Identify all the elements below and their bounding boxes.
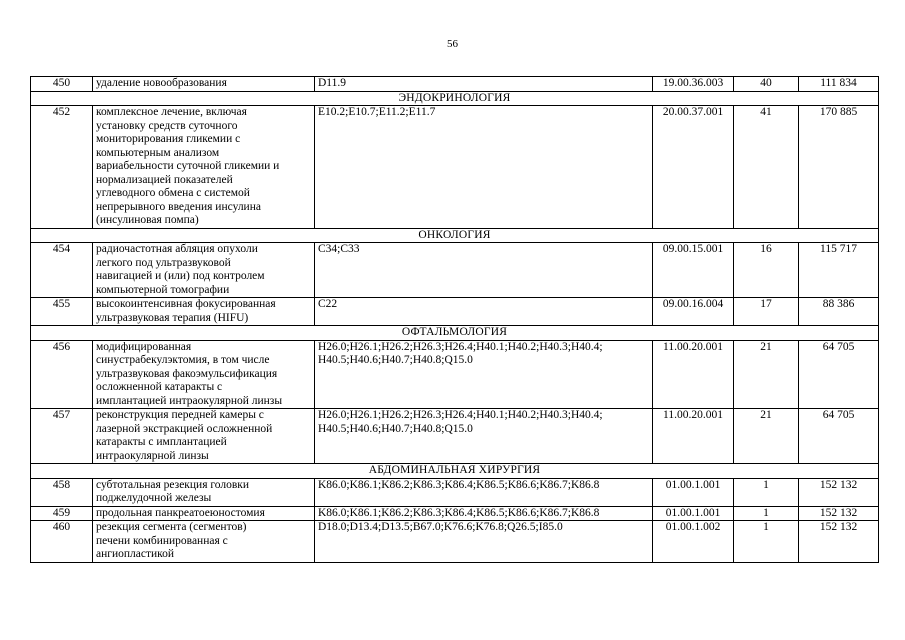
- group-number-cell: 1: [734, 521, 799, 563]
- procedure-name-cell: удаление новообразования: [93, 77, 315, 92]
- procedure-name-cell: высокоинтенсивная фокусированная ультразвуковая терапия (HIFU): [93, 298, 315, 326]
- group-number-cell: 1: [734, 506, 799, 521]
- row-number-cell: 457: [31, 409, 93, 464]
- diagnosis-codes-cell: C22: [315, 298, 653, 326]
- procedure-name-cell: радиочастотная абляция опухоли легкого под ультразвуковой навигацией и (или) под контролем компьютерной томографии: [93, 243, 315, 298]
- row-number-cell: 452: [31, 106, 93, 229]
- method-code-cell: 19.00.36.003: [653, 77, 734, 92]
- table-body: [31, 77, 879, 563]
- cost-cell: 152 132: [799, 478, 879, 506]
- diagnosis-codes-cell: D18.0;D13.4;D13.5;B67.0;K76.6;K76.8;Q26.5;I85.0: [315, 521, 653, 563]
- section-heading-row: [31, 326, 879, 341]
- cost-cell: 64 705: [799, 340, 879, 409]
- procedure-name-cell: субтотальная резекция головки поджелудочной железы: [93, 478, 315, 506]
- table-row: [31, 77, 879, 92]
- section-heading-row: [31, 464, 879, 479]
- method-code-cell: 11.00.20.001: [653, 340, 734, 409]
- row-number-cell: 454: [31, 243, 93, 298]
- section-heading-row: [31, 228, 879, 243]
- procedure-name-cell: реконструкция передней камеры с лазерной экстракцией осложненной катаракты с имплантацией интраокулярной линзы: [93, 409, 315, 464]
- cost-cell: 152 132: [799, 506, 879, 521]
- row-number-cell: 450: [31, 77, 93, 92]
- cost-cell: 88 386: [799, 298, 879, 326]
- table-row: [31, 106, 879, 229]
- table-row: [31, 340, 879, 409]
- procedure-name-cell: продольная панкреатоеюностомия: [93, 506, 315, 521]
- procedure-name-cell: комплексное лечение, включая установку средств суточного мониторирования гликемии с компьютерным анализом вариабельности суточной гликемии и нормализацией показателей углеводного обмена с системой непрерывного введения инсулина (инсулиновая помпа): [93, 106, 315, 229]
- page-number: 56: [447, 38, 458, 50]
- table-row: [31, 506, 879, 521]
- diagnosis-codes-cell: C34;C33: [315, 243, 653, 298]
- row-number-cell: 459: [31, 506, 93, 521]
- group-number-cell: 16: [734, 243, 799, 298]
- method-code-cell: 09.00.16.004: [653, 298, 734, 326]
- table-row: [31, 478, 879, 506]
- cost-cell: 115 717: [799, 243, 879, 298]
- group-number-cell: 21: [734, 340, 799, 409]
- row-number-cell: 458: [31, 478, 93, 506]
- group-number-cell: 21: [734, 409, 799, 464]
- row-number-cell: 456: [31, 340, 93, 409]
- table-row: [31, 243, 879, 298]
- diagnosis-codes-cell: H26.0;H26.1;H26.2;H26.3;H26.4;H40.1;H40.2;H40.3;H40.4; H40.5;H40.6;H40.7;H40.8;Q15.0: [315, 409, 653, 464]
- method-code-cell: 01.00.1.002: [653, 521, 734, 563]
- method-code-cell: 01.00.1.001: [653, 506, 734, 521]
- cost-cell: 64 705: [799, 409, 879, 464]
- group-number-cell: 41: [734, 106, 799, 229]
- method-code-cell: 11.00.20.001: [653, 409, 734, 464]
- method-code-cell: 09.00.15.001: [653, 243, 734, 298]
- cost-cell: 111 834: [799, 77, 879, 92]
- method-code-cell: 20.00.37.001: [653, 106, 734, 229]
- group-number-cell: 17: [734, 298, 799, 326]
- table-row: [31, 298, 879, 326]
- table-row: [31, 409, 879, 464]
- row-number-cell: 455: [31, 298, 93, 326]
- section-heading: ОНКОЛОГИЯ: [31, 228, 879, 243]
- section-heading: АБДОМИНАЛЬНАЯ ХИРУРГИЯ: [31, 464, 879, 479]
- section-heading: ОФТАЛЬМОЛОГИЯ: [31, 326, 879, 341]
- diagnosis-codes-cell: K86.0;K86.1;K86.2;K86.3;K86.4;K86.5;K86.6;K86.7;K86.8: [315, 506, 653, 521]
- diagnosis-codes-cell: D11.9: [315, 77, 653, 92]
- section-heading: ЭНДОКРИНОЛОГИЯ: [31, 91, 879, 106]
- section-heading-row: [31, 91, 879, 106]
- diagnosis-codes-cell: E10.2;E10.7;E11.2;E11.7: [315, 106, 653, 229]
- group-number-cell: 1: [734, 478, 799, 506]
- diagnosis-codes-cell: H26.0;H26.1;H26.2;H26.3;H26.4;H40.1;H40.2;H40.3;H40.4; H40.5;H40.6;H40.7;H40.8;Q15.0: [315, 340, 653, 409]
- table-row: [31, 521, 879, 563]
- cost-cell: 170 885: [799, 106, 879, 229]
- group-number-cell: 40: [734, 77, 799, 92]
- procedure-name-cell: резекция сегмента (сегментов) печени комбинированная с ангиопластикой: [93, 521, 315, 563]
- row-number-cell: 460: [31, 521, 93, 563]
- diagnosis-codes-cell: K86.0;K86.1;K86.2;K86.3;K86.4;K86.5;K86.6;K86.7;K86.8: [315, 478, 653, 506]
- cost-cell: 152 132: [799, 521, 879, 563]
- method-code-cell: 01.00.1.001: [653, 478, 734, 506]
- procedure-name-cell: модифицированная синустрабекулэктомия, в том числе ультразвуковая факоэмульсификация осложненной катаракты с имплантацией интраокулярной линзы: [93, 340, 315, 409]
- procedures-table: [30, 76, 879, 563]
